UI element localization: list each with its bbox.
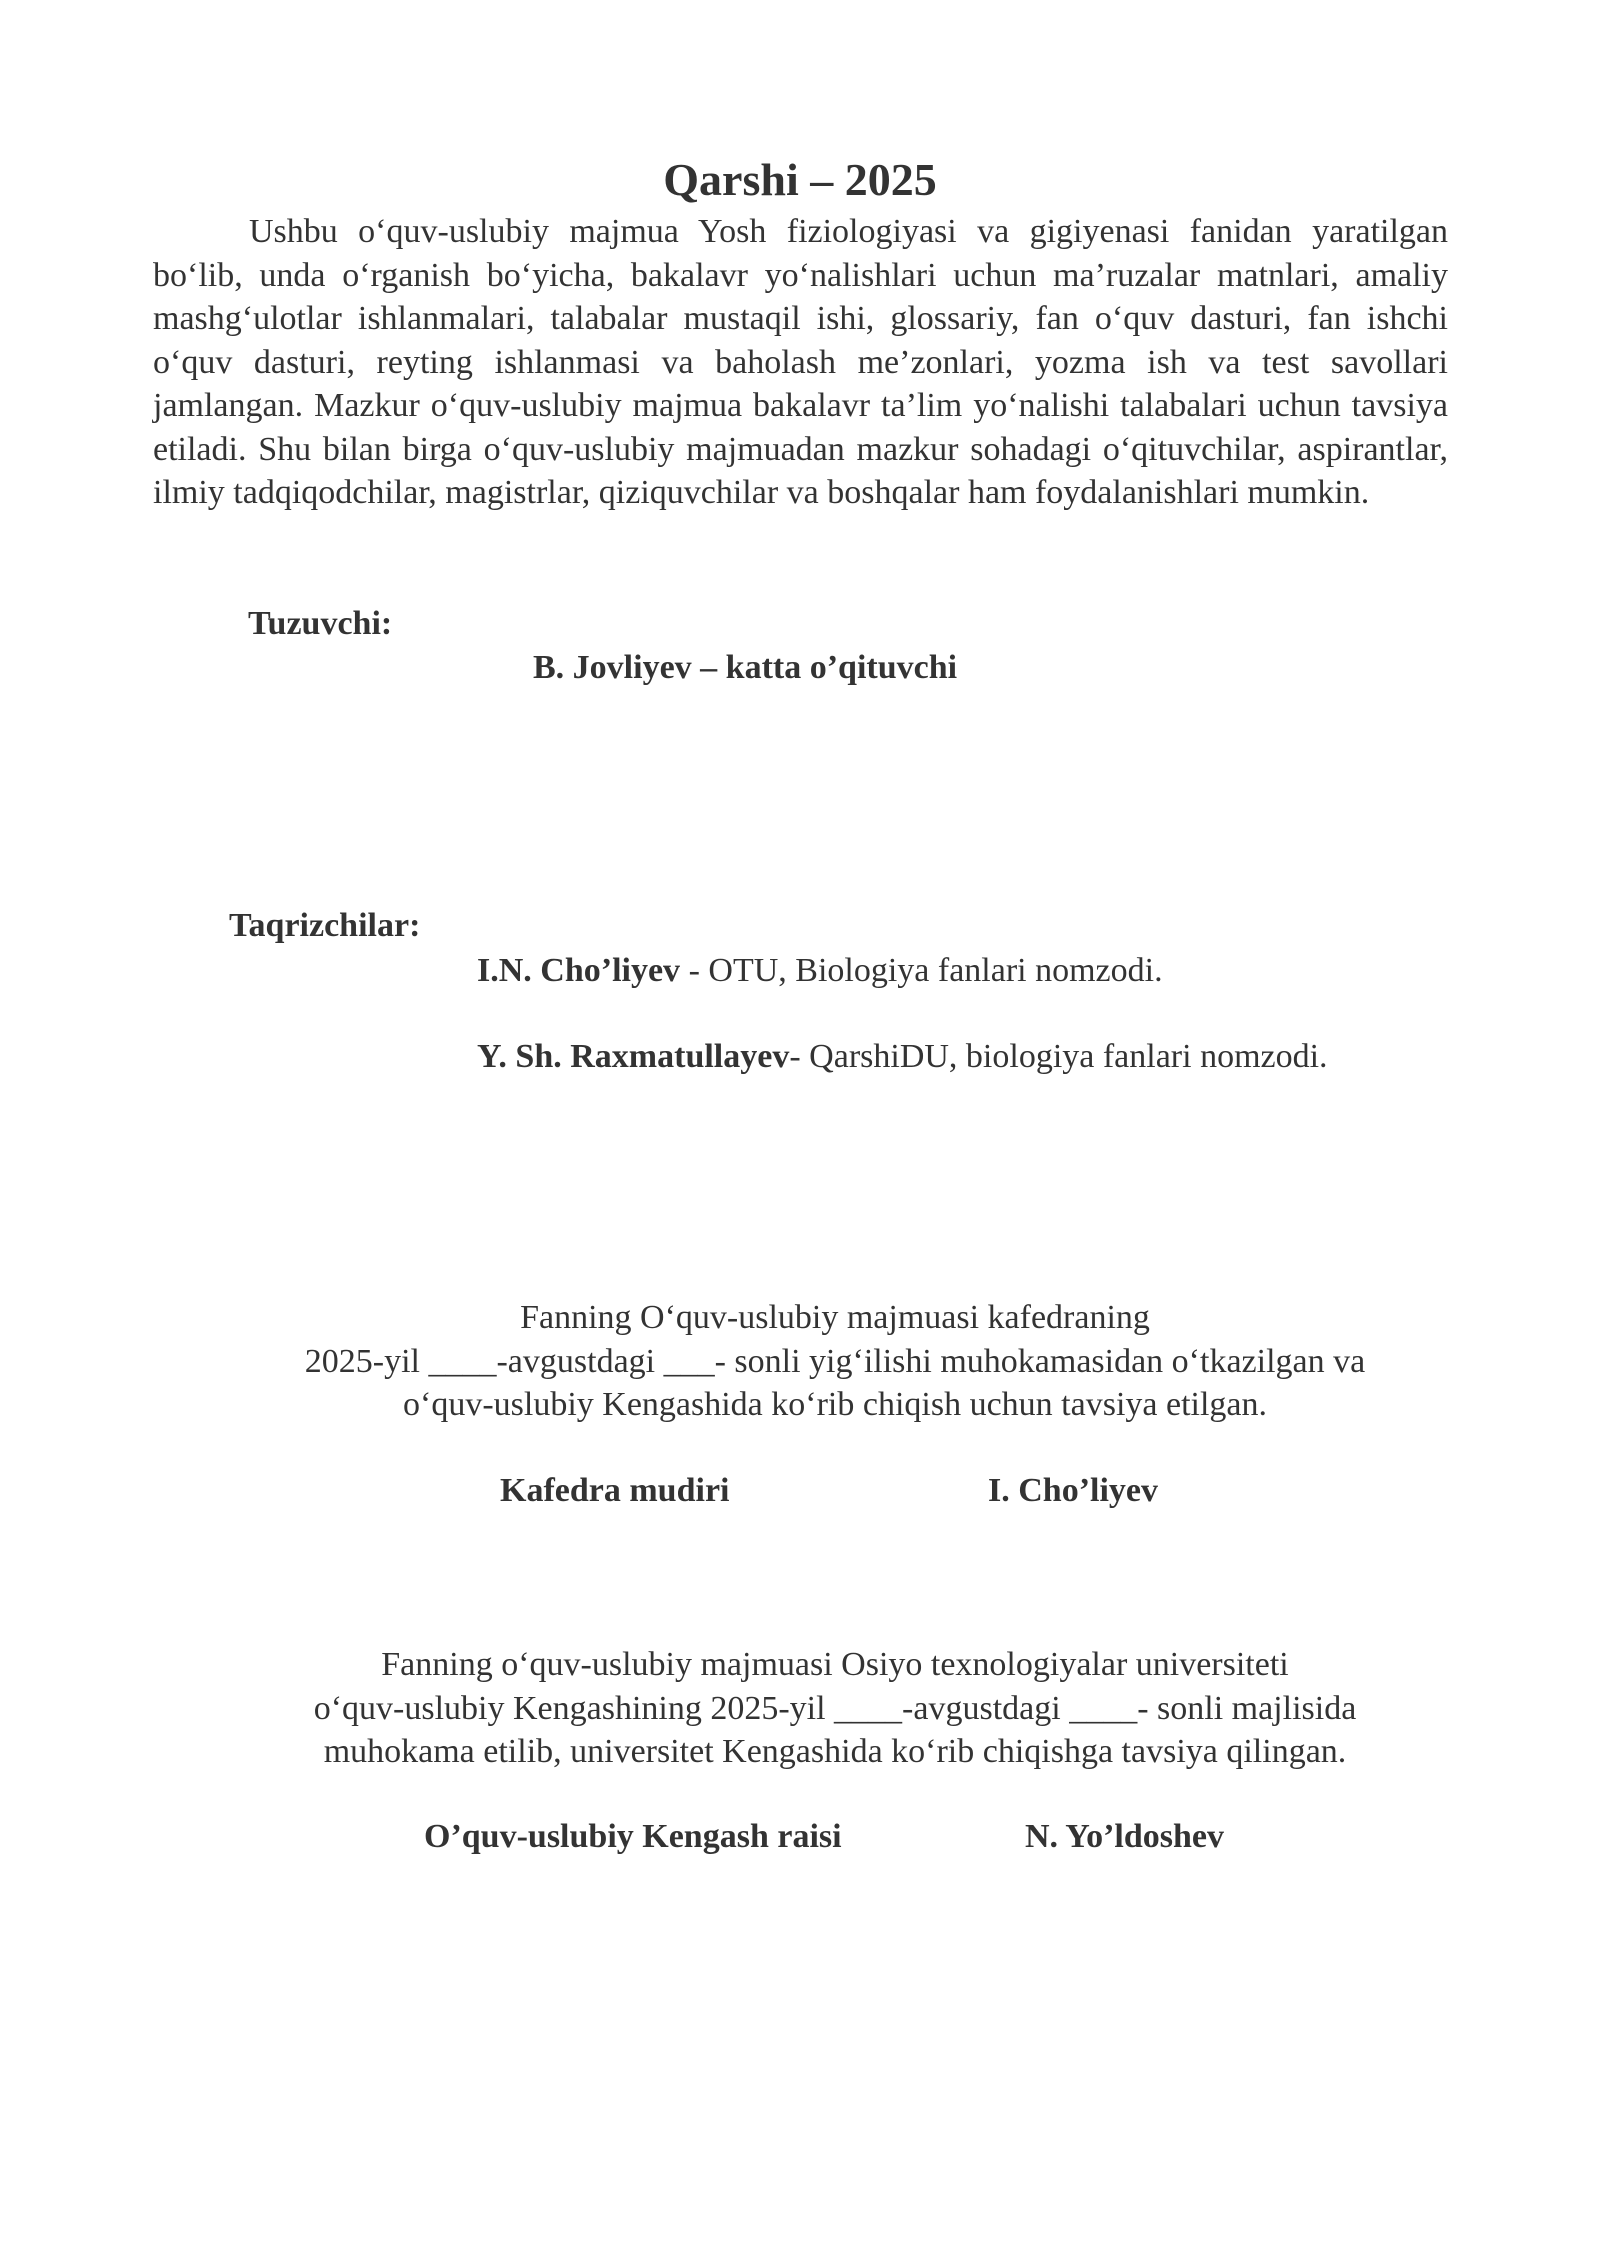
reviewer-2 <box>477 1035 1328 1079</box>
reviewer-1 <box>477 949 1163 993</box>
reviewer-1-name: I.N. Cho’liyev <box>477 952 681 989</box>
department-head-name: I. Cho’liyev <box>988 1472 1158 1509</box>
reviewer-1-separator: - <box>680 952 709 989</box>
compiler-name: B. Jovliyev – katta o’qituvchi <box>533 649 958 686</box>
department-line-2: 2025-yil ____-avgustdagi ___- sonli yig‘ilishi muhokamasidan o‘tkazilgan va <box>304 1342 1366 1380</box>
reviewer-2-separator: - <box>789 1038 810 1075</box>
council-chair-role: O’quv-uslubiy Kengash raisi <box>424 1818 842 1855</box>
council-line-1: Fanning o‘quv-uslubiy majmuasi Osiyo texnologiyalar universiteti <box>381 1646 1289 1683</box>
council-line-3: muhokama etilib, universitet Kengashida ko‘rib chiqishga tavsiya qilingan. <box>323 1733 1347 1770</box>
department-line-3: o‘quv-uslubiy Kengashida ko‘rib chiqish uchun tavsiya etilgan. <box>403 1386 1267 1423</box>
council-approval <box>35 1643 1600 1774</box>
document-title: Qarshi – 2025 <box>663 154 937 205</box>
reviewer-2-name: Y. Sh. Raxmatullayev <box>477 1038 790 1075</box>
intro-paragraph: Ushbu o‘quv-uslubiy majmua Yosh fiziologiyasi va gigiyenasi fanidan yaratilgan bo‘lib, unda o‘rganish bo‘yicha, bakalavr yo‘nalishlari uchun ma’ruzalar matnlari, amaliy mashg‘ulotlar ishlanmalari, talabalar mustaqil ishi, glossariy, fan o‘quv dasturi, fan ishchi o‘quv dasturi, reyting ishlanmasi va baholash me’zonlari, yozma ish va test savollari jamlangan. Mazkur o‘quv-uslubiy majmua bakalavr ta’lim yo‘nalishi talabalari uchun tavsiya etiladi. Shu bilan birga o‘quv-uslubiy majmuadan mazkur sohadagi o‘qituvchilar, aspirantlar, ilmiy tadqiqodchilar, magistrlar, qiziquvchilar va boshqalar ham foydalanishlari mumkin. <box>153 213 1448 511</box>
department-line-1: Fanning O‘quv-uslubiy majmuasi kafedraning <box>520 1299 1150 1336</box>
department-head-role: Kafedra mudiri <box>500 1472 730 1509</box>
council-chair-name: N. Yo’ldoshev <box>1025 1818 1224 1855</box>
reviewer-2-description: QarshiDU, biologiya fanlari nomzodi. <box>809 1038 1328 1075</box>
compiler-label: Tuzuvchi: <box>248 605 393 642</box>
reviewers-label: Taqrizchilar: <box>229 907 421 944</box>
reviewer-1-description: OTU, Biologiya fanlari nomzodi. <box>708 952 1163 989</box>
council-line-2: o‘quv-uslubiy Kengashining 2025-yil ____-avgustdagi ____- sonli majlisida <box>313 1689 1357 1727</box>
department-approval <box>35 1296 1600 1427</box>
